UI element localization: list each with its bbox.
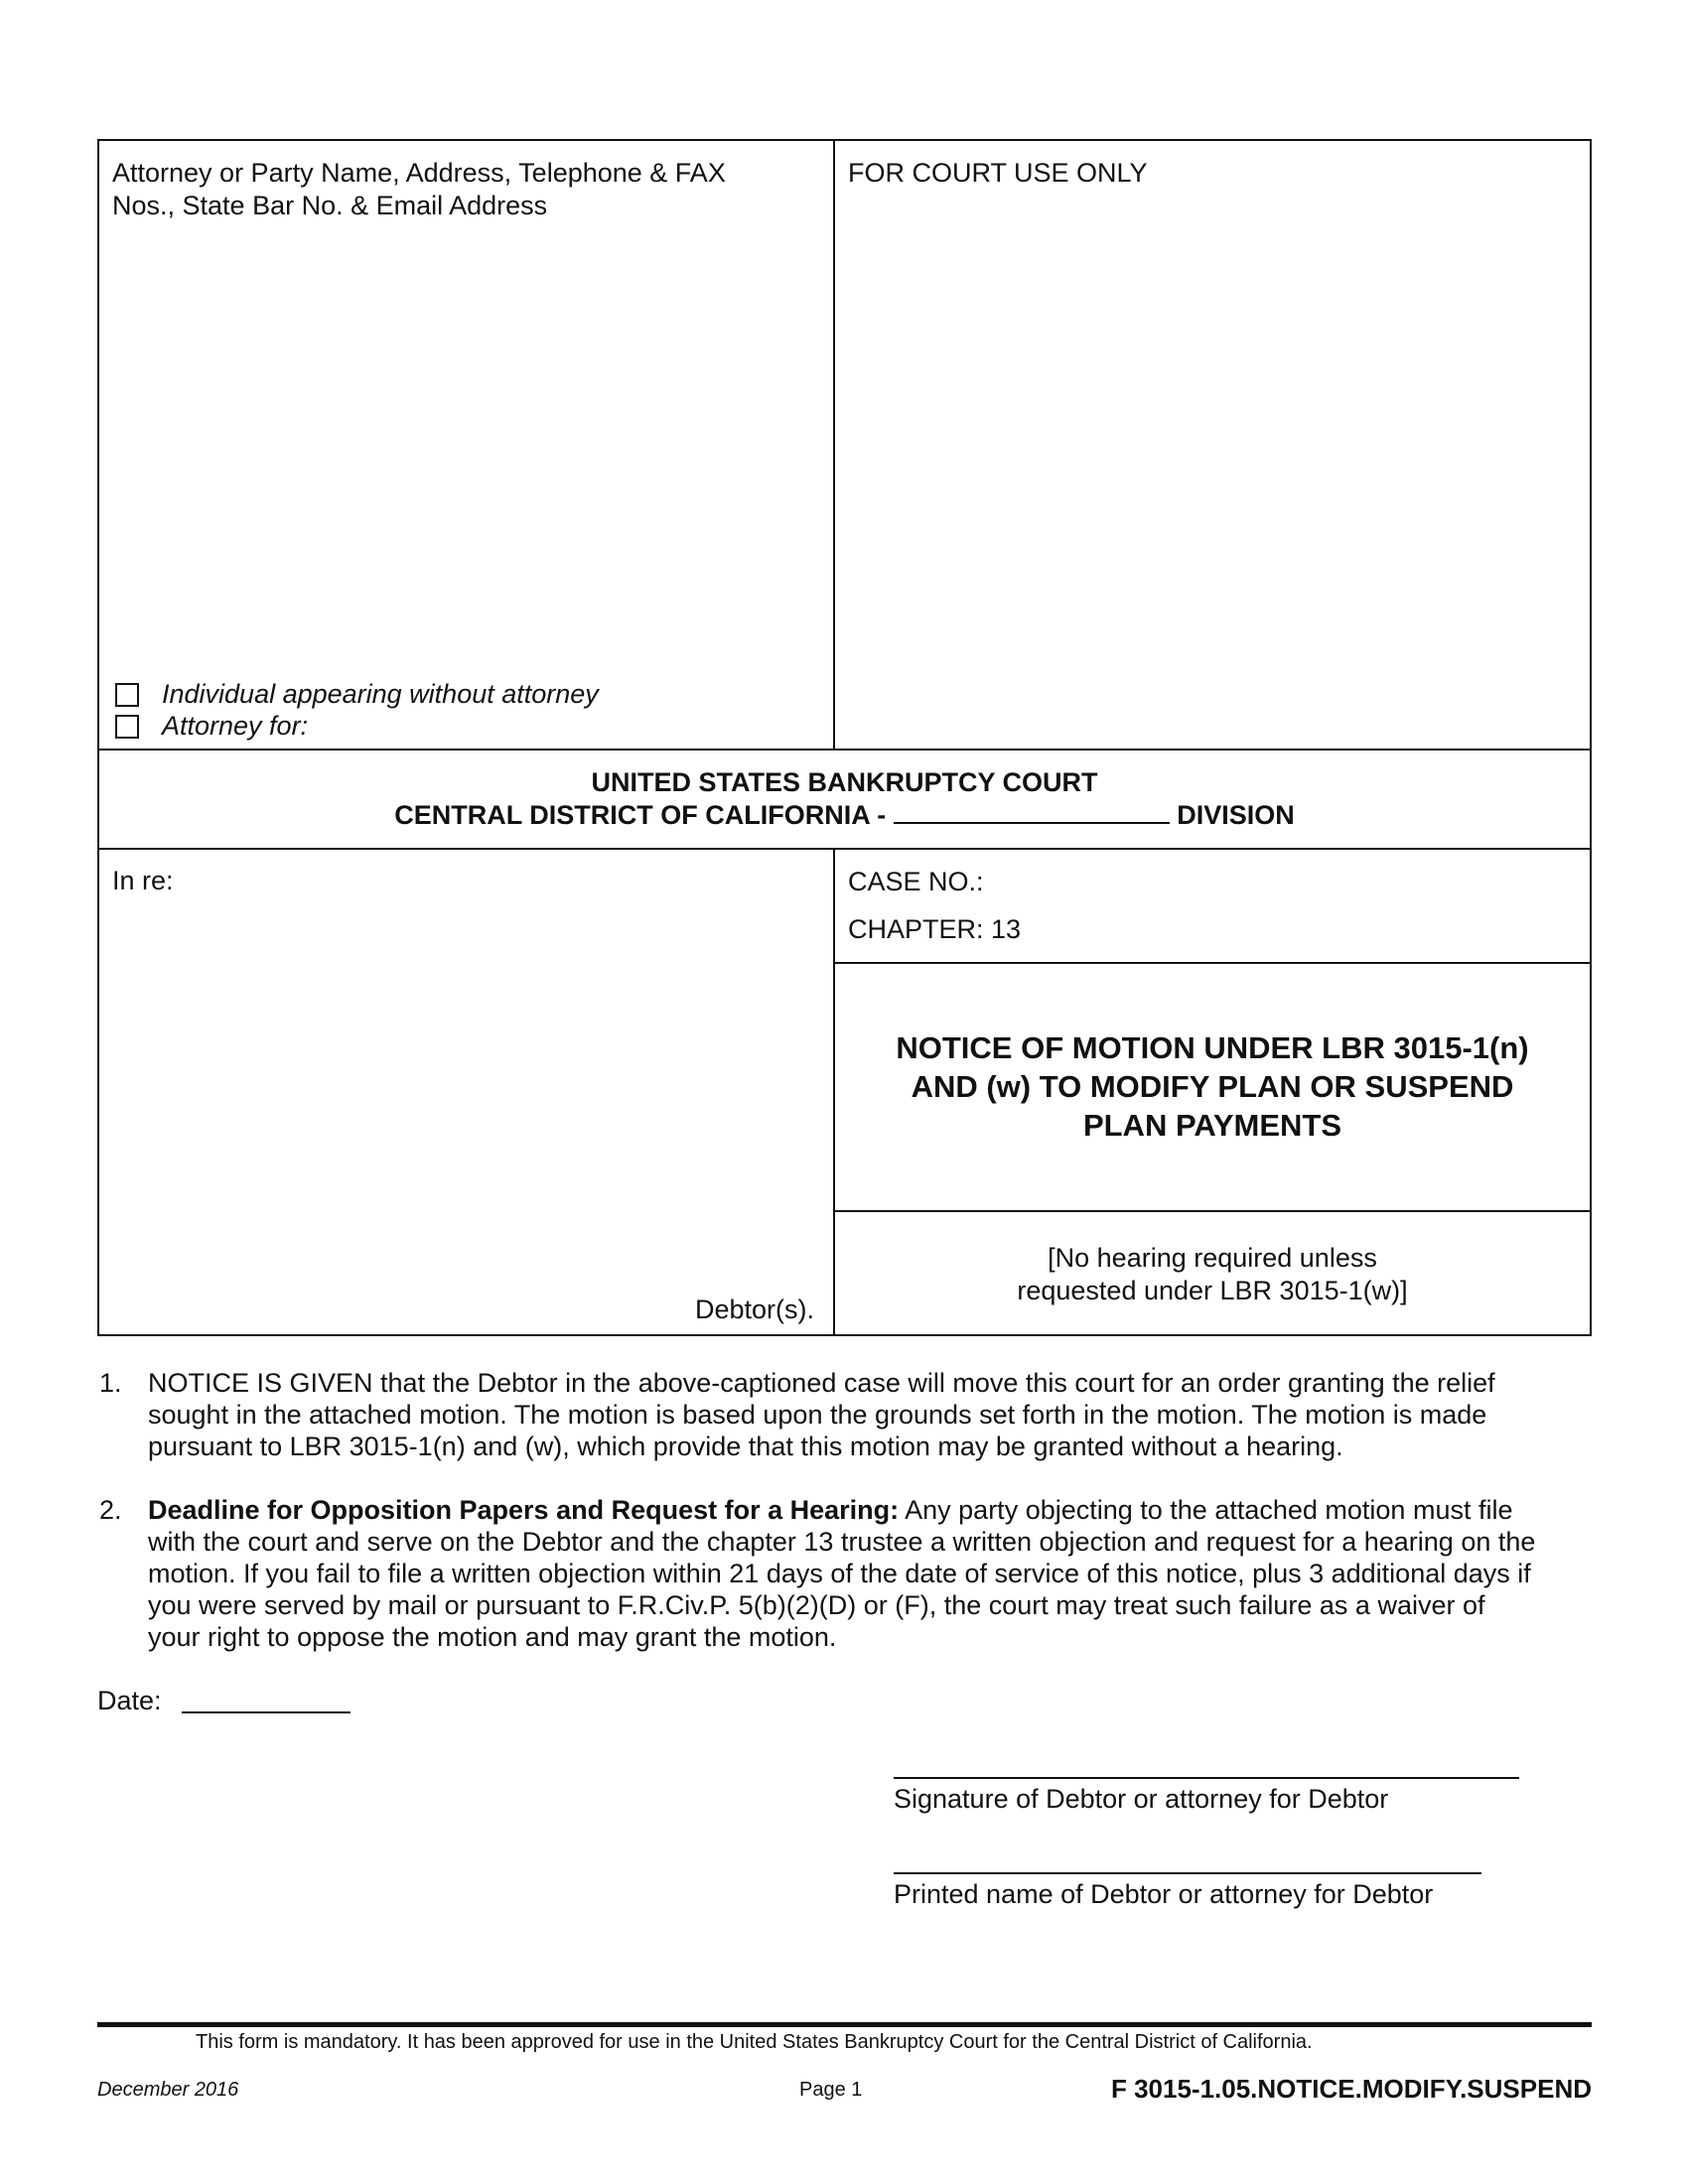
form-title: NOTICE OF MOTION UNDER LBR 3015-1(n) AND (w) TO MODIFY PLAN OR SUSPEND PLAN PAYMENTS — [896, 1030, 1529, 1143]
individual-without-attorney-label: Individual appearing without attorney — [162, 679, 599, 709]
division-field[interactable] — [894, 800, 1170, 824]
date-field[interactable] — [182, 1686, 351, 1713]
footer-rule — [97, 2022, 1592, 2027]
attorney-label: Attorney or Party Name, Address, Telephone & FAX Nos., State Bar No. & Email Address — [112, 158, 726, 220]
individual-without-attorney-checkbox[interactable] — [115, 683, 139, 707]
attorney-for-label: Attorney for: — [162, 711, 309, 741]
signature-label: Signature of Debtor or attorney for Debtor — [894, 1784, 1389, 1814]
footer-form-id: F 3015-1.05.NOTICE.MODIFY.SUSPEND — [1110, 2074, 1592, 2104]
date-label: Date: — [97, 1686, 162, 1715]
case-no-label: CASE NO.: — [848, 867, 984, 896]
footer-page-number: Page 1 — [799, 2079, 863, 2101]
paragraph-2-heading: Deadline for Opposition Papers and Request for a Hearing: — [148, 1495, 900, 1525]
district-prefix: CENTRAL DISTRICT OF CALIFORNIA - — [394, 800, 887, 830]
district-suffix: DIVISION — [1177, 800, 1295, 830]
signature-field[interactable] — [894, 1749, 1519, 1779]
attorney-for-checkbox[interactable] — [115, 715, 139, 739]
printed-name-label: Printed name of Debtor or attorney for Debtor — [894, 1879, 1434, 1909]
attorney-info-box[interactable] — [97, 139, 835, 751]
court-use-box — [833, 139, 1592, 751]
chapter-label: CHAPTER: 13 — [848, 914, 1022, 944]
paragraph-1-number: 1. — [99, 1368, 122, 1398]
district-line — [97, 799, 1592, 831]
footer-date: December 2016 — [97, 2079, 239, 2101]
court-name: UNITED STATES BANKRUPTCY COURT — [591, 767, 1098, 797]
in-re-label: In re: — [112, 866, 174, 895]
paragraph-1: NOTICE IS GIVEN that the Debtor in the above-captioned case will move this court for an order granting the relief sought in the attached motion. The motion is based upon the grounds set forth in the motion. The motion is made pursuant to LBR 3015-1(n) and (w), which provide that this motion may be granted without a hearing. — [148, 1368, 1495, 1461]
paragraph-2-number: 2. — [99, 1495, 122, 1525]
court-use-label: FOR COURT USE ONLY — [848, 158, 1148, 188]
hearing-note: [No hearing required unless requested under LBR 3015-1(w)] — [1017, 1243, 1408, 1305]
printed-name-field[interactable] — [894, 1844, 1481, 1874]
paragraph-2: Deadline for Opposition Papers and Request for a Hearing: Any party objecting to the attached motion must file with the court and serve on the Debtor and the chapter 13 trustee a written objection and request for a hearing on the motion. If you fail to file a written objection within 21 days of the date of service of this notice, plus 3 additional days if you were served by mail or pursuant to F.R.Civ.P. 5(b)(2)(D) or (F), the court may treat such failure as a waiver of your right to oppose the motion and may grant the motion. — [148, 1495, 1536, 1652]
in-re-box[interactable] — [97, 848, 835, 1336]
mandatory-notice: This form is mandatory. It has been approved for use in the United States Bankruptcy Court for the Central District of California. — [196, 2031, 1313, 2053]
debtor-label: Debtor(s). — [695, 1295, 815, 1324]
